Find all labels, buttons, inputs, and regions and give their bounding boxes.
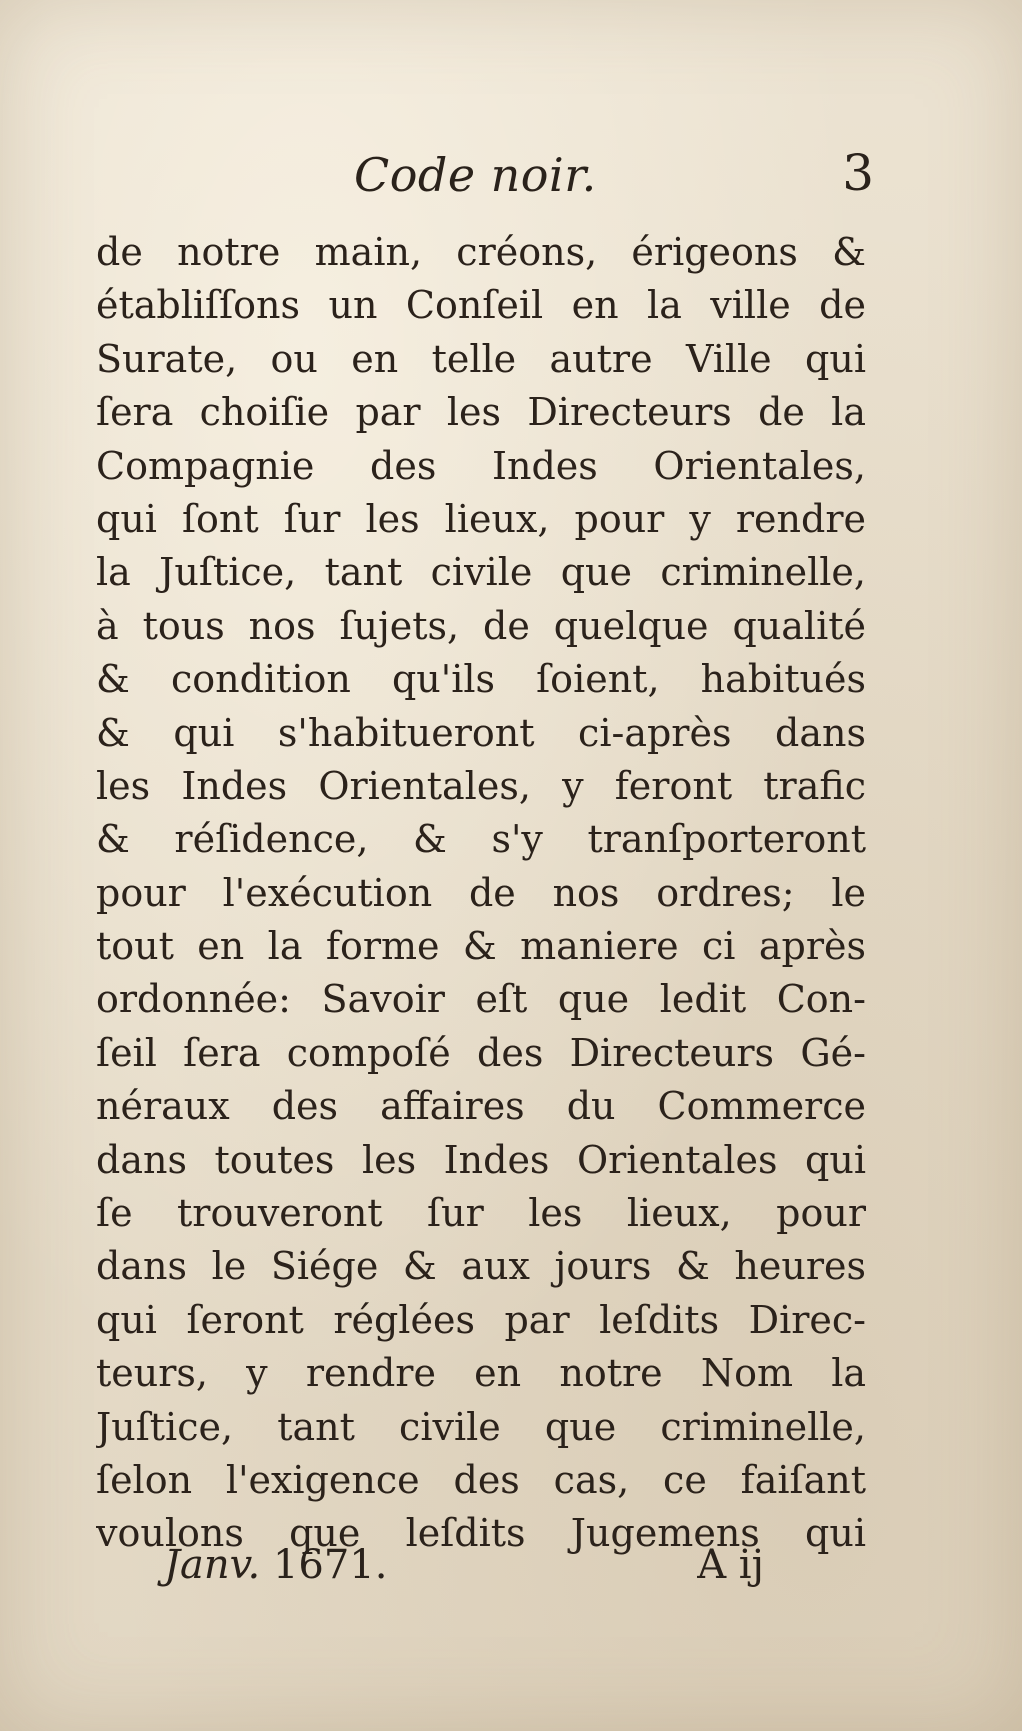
text-line: Juſtice, tant civile que criminelle, xyxy=(96,1404,866,1449)
text-line: & condition qu'ils ſoient, habitués xyxy=(96,657,866,702)
footer-date xyxy=(164,1542,387,1588)
page-number: 3 xyxy=(842,144,874,202)
text-line: la Juſtice, tant civile que criminelle, xyxy=(96,550,866,595)
running-head xyxy=(94,144,874,212)
text-line: Surate, ou en telle autre Ville qui xyxy=(96,336,866,381)
text-line: de notre main, créons, érigeons & xyxy=(96,230,866,274)
text-line: ordonnée: Savoir eſt que ledit Con- xyxy=(96,977,866,1022)
text-line: pour l'exécution de nos ordres; le xyxy=(96,870,866,915)
running-title: Code noir. xyxy=(354,148,597,202)
text-line: dans toutes les Indes Orientales qui xyxy=(96,1137,866,1182)
text-line: voulons que leſdits Jugemens qui xyxy=(96,1511,866,1556)
text-line: néraux des affaires du Commerce xyxy=(96,1084,866,1129)
signature-mark: A ij xyxy=(697,1542,764,1588)
page-footer xyxy=(164,1542,764,1602)
text-line: ſeil ſera compoſé des Directeurs Gé- xyxy=(96,1030,866,1075)
footer-date-month: Janv. xyxy=(164,1542,261,1588)
text-line: ſelon l'exigence des cas, ce faiſant xyxy=(96,1457,866,1502)
text-line: qui ſont ſur les lieux, pour y rendre xyxy=(96,496,866,541)
text-line: à tous nos ſujets, de quelque qualité xyxy=(96,603,866,648)
text-line: qui ſeront réglées par leſdits Direc- xyxy=(96,1297,866,1342)
text-line: tout en la forme & maniere ci après xyxy=(96,924,866,969)
text-line: Compagnie des Indes Orientales, xyxy=(96,443,866,488)
text-line: ſera choiſie par les Directeurs de la xyxy=(96,390,866,435)
text-line: les Indes Orientales, y feront trafic xyxy=(96,763,866,808)
footer-date-year: 1671. xyxy=(272,1542,388,1588)
text-line: & qui s'habitueront ci-après dans xyxy=(96,710,866,755)
text-line: ſe trouveront ſur les lieux, pour xyxy=(96,1191,866,1236)
text-line: dans le Siége & aux jours & heures xyxy=(96,1244,866,1289)
text-line: établiſſons un Conſeil en la ville de xyxy=(96,283,866,328)
text-line: teurs, y rendre en notre Nom la xyxy=(96,1351,866,1396)
body-text xyxy=(96,226,866,1561)
text-line: & réſidence, & s'y tranſporteront xyxy=(96,817,866,862)
